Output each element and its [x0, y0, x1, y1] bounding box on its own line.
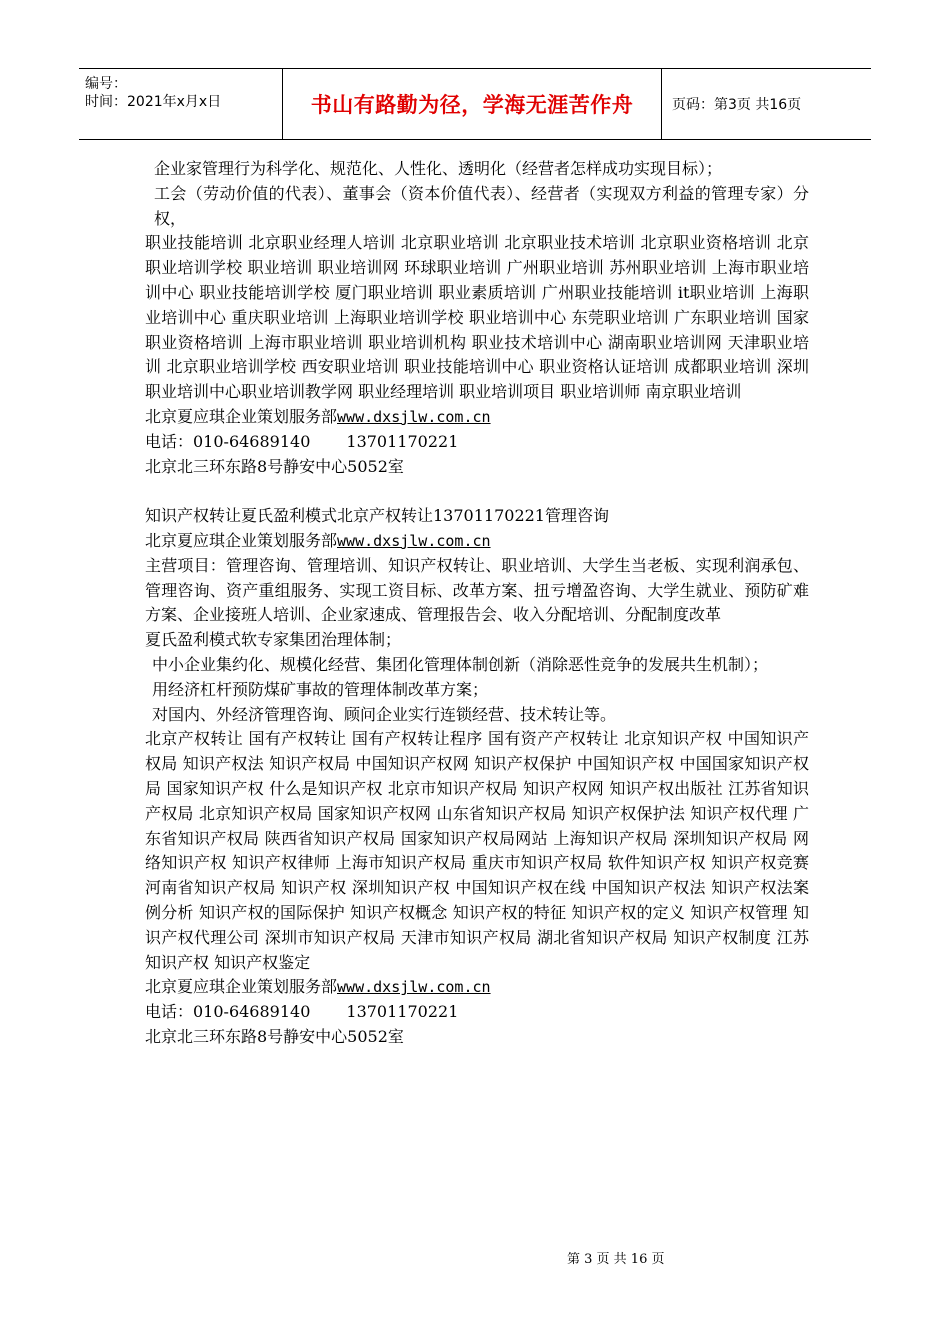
keyword-paragraph: 北京产权转让 国有产权转让 国有产权转让程序 国有资产产权转让 北京知识产权 中国知识产权局 知识产权法 知识产权局 中国知识产权网 知识产权保护 中国知识产权 中国国家知识产权局 国家知识产权 什么是知识产权 北京市知识产权局 知识产权网 知识产权出版社 江苏省知识产权局 北京知识产权局 国家知识产权网 山东省知识产权局 知识产权保护法 知识产权代理 广东省知识产权局 陕西省知识产权局 国家知识产权局网站 上海知识产权局 深圳知识产权局 网络知识产权 知识产权律师 上海市知识产权局 重庆市知识产权局 软件知识产权 知识产权竞赛 河南省知识产权局 知识产权 深圳知识产权 中国知识产权在线 中国知识产权法 知识产权法案例分析 知识产权的国际保护 知识产权概念 知识产权的特征 知识产权的定义 知识产权管理 知识产权代理公司 深圳市知识产权局 天津市知识产权局 湖北省知识产权局 知识产权制度 江苏知识产权 知识产权鉴定: [145, 729, 809, 972]
company-line: [145, 405, 809, 430]
company-line: [145, 529, 809, 554]
mobile-number: 13701170221: [346, 1002, 459, 1022]
phone-label: 电话：010-64689140: [145, 431, 311, 451]
phone-label: 电话：010-64689140: [145, 1002, 311, 1022]
paragraph: 企业家管理行为科学化、规范化、人性化、透明化（经营者怎样成功实现目标）；: [154, 159, 723, 178]
paragraph: 中小企业集约化、规模化经营、集团化管理体制创新（消除恶性竞争的发展共生机制）；: [152, 654, 769, 674]
company-name: 北京夏应琪企业策划服务部: [145, 977, 338, 997]
time-label: 时间：2021年x月x日: [85, 94, 222, 110]
number-label: 编号：: [85, 76, 127, 92]
website-link[interactable]: www.dxsjlw.com.cn: [337, 531, 491, 550]
page-header: [79, 68, 871, 140]
paragraph: 用经济杠杆预防煤矿事故的管理体制改革方案；: [152, 679, 489, 699]
paragraph: 夏氏盈利模式软专家集团治理体制；: [145, 630, 402, 650]
phone-line: [145, 430, 809, 455]
company-name: 北京夏应琪企业策划服务部: [145, 406, 338, 426]
address-line: 北京北三环东路8号静安中心5052室: [145, 456, 404, 476]
header-meta: [79, 69, 283, 139]
company-line: [145, 975, 809, 1000]
header-page-info: 页码：第3页 共16页: [672, 97, 802, 113]
website-link[interactable]: www.dxsjlw.com.cn: [337, 407, 491, 426]
website-link[interactable]: www.dxsjlw.com.cn: [337, 978, 491, 997]
mobile-number: 13701170221: [346, 431, 459, 451]
keyword-paragraph: 职业技能培训 北京职业经理人培训 北京职业培训 北京职业技术培训 北京职业资格培训 北京职业培训学校 职业培训 职业培训网 环球职业培训 广州职业培训 苏州职业培训 上海市职业培训中心 职业技能培训学校 厦门职业培训 职业素质培训 广州职业技能培训 it职业培训 上海职业培训中心 重庆职业培训 上海职业培训学校 职业培训中心 东莞职业培训 广东职业培训 国家职业资格培训 上海市职业培训 职业培训机构 职业技术培训中心 湖南职业培训网 天津职业培训 北京职业培训学校 西安职业培训 职业技能培训中心 职业资格认证培训 成都职业培训 深圳职业培训中心职业培训教学网 职业经理培训 职业培训项目 职业培训师 南京职业培训: [145, 233, 809, 402]
paragraph: 对国内、外经济管理咨询、顾问企业实行连锁经营、技术转让等。: [152, 704, 617, 724]
company-name: 北京夏应琪企业策划服务部: [145, 530, 338, 550]
paragraph: 知识产权转让夏氏盈利模式北京产权转让13701170221管理咨询: [145, 506, 609, 526]
document-body: [145, 157, 809, 1050]
paragraph: 主营项目：管理咨询、管理培训、知识产权转让、职业培训、大学生当老板、实现利润承包、管理咨询、资产重组服务、实现工资目标、改革方案、扭亏增盈咨询、大学生就业、预防矿难方案、企业接班人培训、企业家速成、管理报告会、收入分配培训、分配制度改革: [145, 555, 809, 625]
paragraph: 工会（劳动价值的代表）、董事会（资本价值代表）、经营者（实现双方利益的管理专家）分权，: [154, 183, 809, 228]
footer-page-number: 第 3 页 共 16 页: [567, 1252, 665, 1267]
phone-line: [145, 1000, 809, 1025]
header-motto: 书山有路勤为径，学海无涯苦作舟: [283, 69, 662, 139]
address-line: 北京北三环东路8号静安中心5052室: [145, 1026, 404, 1046]
